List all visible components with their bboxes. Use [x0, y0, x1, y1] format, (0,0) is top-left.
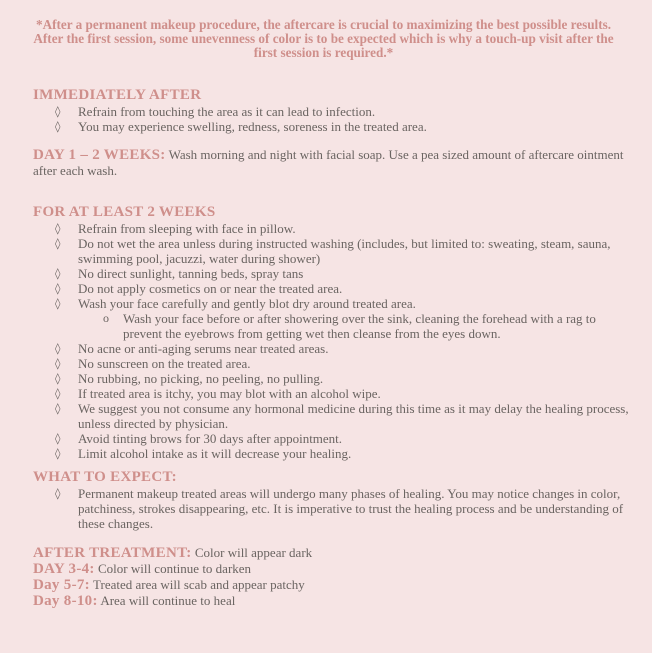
diamond-bullet-icon: ◊: [55, 357, 61, 370]
list-item: ◊ No sunscreen on the treated area.: [55, 356, 251, 371]
timeline-text: Color will continue to darken: [94, 561, 252, 576]
list-item: ◊ Avoid tinting brows for 30 days after appointment.: [55, 431, 343, 446]
timeline-label: AFTER TREATMENT:: [33, 545, 192, 561]
what-to-expect-heading: WHAT TO EXPECT:: [33, 469, 177, 485]
list-item: ◊ Refrain from sleeping with face in pillow.: [55, 221, 296, 236]
list-item: ◊ You may experience swelling, redness, soreness in the treated area.: [55, 119, 427, 134]
list-item: ◊ Permanent makeup treated areas will undergo many phases of healing. You may notice changes in color, patchiness, strokes disappearing, etc. It is imperative to trust the healing process and be understanding of these changes.: [55, 486, 624, 531]
circle-bullet-icon: o: [103, 311, 109, 325]
intro-notice: *After a permanent makeup procedure, the aftercare is crucial to maximizing the best possible results. After the first session, some unevenness of color is to be expected which is why a touch-up visit after the first session is required.*: [33, 17, 614, 60]
list-item: ◊ No rubbing, no picking, no peeling, no pulling.: [55, 371, 324, 386]
list-item: ◊ Do not apply cosmetics on or near the treated area.: [55, 281, 343, 296]
timeline-label: Day 8-10:: [33, 593, 98, 609]
sub-list-item: o Wash your face before or after showering over the sink, cleaning the forehead with a rag to prevent the eyebrows from getting wet then cleanse from the eyes down.: [103, 311, 596, 341]
diamond-bullet-icon: ◊: [55, 120, 61, 133]
diamond-bullet-icon: ◊: [55, 432, 61, 445]
what-to-expect-list: [33, 486, 632, 531]
two-weeks-heading: FOR AT LEAST 2 WEEKS: [33, 204, 216, 220]
diamond-bullet-icon: ◊: [55, 387, 61, 400]
diamond-bullet-icon: ◊: [55, 105, 61, 118]
diamond-bullet-icon: ◊: [55, 372, 61, 385]
diamond-bullet-icon: ◊: [55, 267, 61, 280]
list-item: ◊ No acne or anti-aging serums near treated areas.: [55, 341, 329, 356]
timeline-text: Treated area will scab and appear patchy: [89, 577, 305, 592]
diamond-bullet-icon: ◊: [55, 342, 61, 355]
timeline-label: DAY 3-4:: [33, 561, 95, 577]
list-item: ◊ We suggest you not consume any hormonal medicine during this time as it may delay the healing process, unless directed by physician.: [55, 401, 629, 431]
list-item: ◊ Do not wet the area unless during instructed washing (includes, but limited to: sweating, steam, sauna, swimming pool, jacuzzi, water during shower): [55, 236, 611, 266]
diamond-bullet-icon: ◊: [55, 282, 61, 295]
timeline-row: [33, 593, 632, 609]
day-1-2-weeks-heading: DAY 1 – 2 WEEKS:: [33, 147, 166, 163]
diamond-bullet-icon: ◊: [55, 222, 61, 235]
healing-timeline: [33, 545, 632, 609]
immediately-after-list: [33, 104, 632, 134]
list-item: ◊ Limit alcohol intake as it will decrease your healing.: [55, 446, 352, 461]
diamond-bullet-icon: ◊: [55, 487, 61, 500]
diamond-bullet-icon: ◊: [55, 237, 61, 250]
list-item: ◊ Refrain from touching the area as it can lead to infection.: [55, 104, 376, 119]
immediately-after-heading: IMMEDIATELY AFTER: [33, 87, 202, 103]
day-1-2-weeks-section: [33, 147, 632, 178]
diamond-bullet-icon: ◊: [55, 297, 61, 310]
timeline-row: [33, 545, 632, 561]
two-weeks-list: [33, 221, 632, 461]
diamond-bullet-icon: ◊: [55, 402, 61, 415]
diamond-bullet-icon: ◊: [55, 447, 61, 460]
timeline-text: Color will appear dark: [191, 545, 313, 560]
timeline-text: Area will continue to heal: [97, 593, 236, 608]
timeline-row: [33, 577, 632, 593]
list-item: ◊ If treated area is itchy, you may blot with an alcohol wipe.: [55, 386, 381, 401]
timeline-label: Day 5-7:: [33, 577, 90, 593]
list-item: ◊ Wash your face carefully and gently blot dry around treated area.: [55, 296, 416, 311]
timeline-row: [33, 561, 632, 577]
day-1-2-weeks-text: Wash morning and night with facial soap. Use a pea sized amount of aftercare ointment after each wash.: [33, 147, 624, 178]
list-item: ◊ No direct sunlight, tanning beds, spray tans: [55, 266, 304, 281]
